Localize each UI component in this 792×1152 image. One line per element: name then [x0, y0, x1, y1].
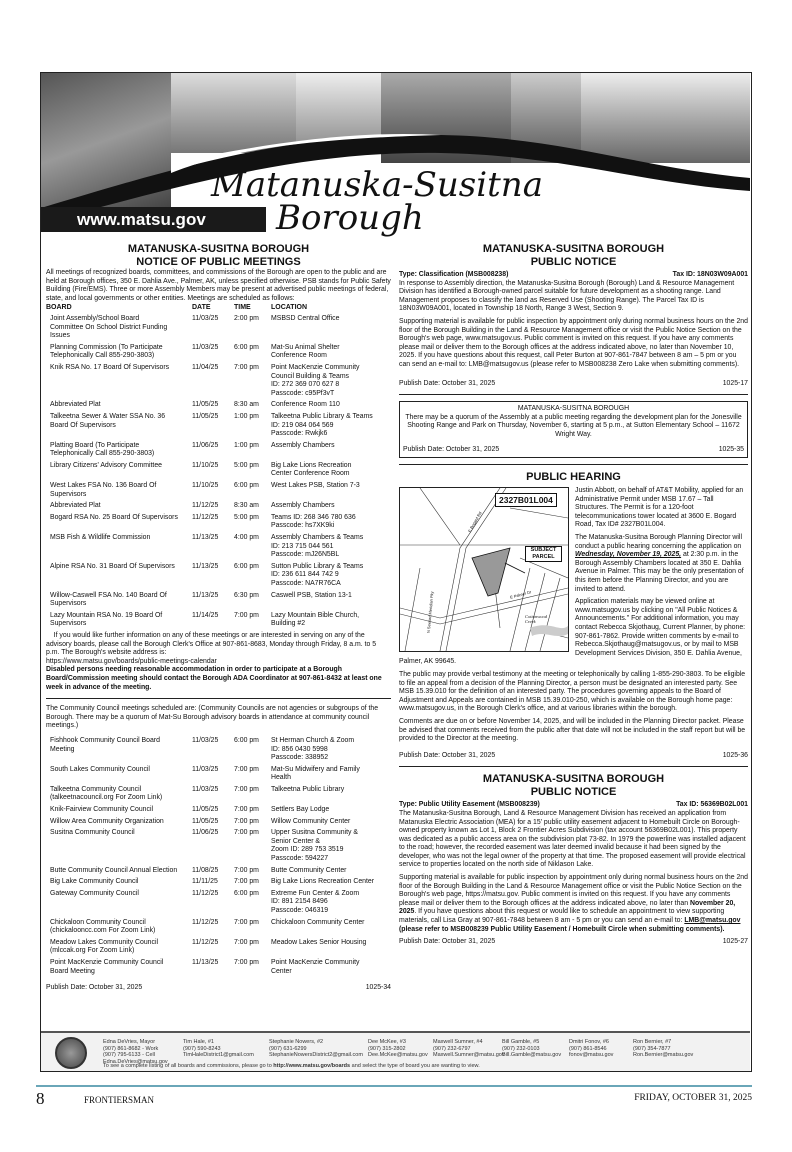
publish-date: Publish Date: October 31, 2025 [399, 379, 496, 387]
cell-location: Mat-Su Animal Shelter Conference Room [271, 343, 340, 360]
notice2-publish-line [399, 938, 748, 947]
contact-line: Ron Bernier, #7 [633, 1039, 672, 1045]
cell-board: Gateway Community Council [50, 889, 139, 897]
banner-title-line2: Borough [276, 198, 424, 238]
contact-line: Tim Hale, #1 [183, 1039, 214, 1045]
notice2-p2b: . If you have questions about this request or would like to schedule an appointment to view supporting materials, call Lisa Gray at 907-861-7848 between 8 am - 5 pm or you can send an e-mail to: [399, 908, 725, 925]
cell-location: Teams ID: 268 346 780 636 Passcode: hs7XK9ki [271, 513, 356, 530]
cell-time: 6:00 pm [234, 562, 259, 570]
contact-line: (907) 315-2802 [368, 1045, 406, 1052]
cell-date: 11/05/25 [192, 806, 219, 814]
cell-time: 6:00 pm [234, 889, 259, 897]
table-row [46, 534, 391, 560]
cell-board: Abbreviated Plat [50, 401, 101, 409]
header-location: LOCATION [271, 304, 308, 312]
meetings-calendar-link[interactable]: https://www.matsu.gov/boards/public-meetings-calendar [46, 657, 217, 665]
table-row [46, 592, 391, 609]
map-road-palmer: E Palmer Dr [509, 589, 532, 600]
table-row [46, 829, 391, 863]
cell-date: 11/03/25 [192, 343, 219, 351]
map-subject-parcel: SUBJECT PARCEL [525, 546, 562, 562]
cell-time: 7:00 pm [234, 806, 259, 814]
quorum-title: MATANUSKA-SUSITNA BOROUGH [517, 405, 630, 413]
cell-board: Knik RSA No. 17 Board Of Supervisors [50, 363, 170, 371]
cell-location: Conference Room 110 [271, 401, 340, 409]
cell-time: 7:00 pm [234, 829, 259, 837]
cell-board: Chickaloon Community Council (chickalooncc.com For Zoom Link) [50, 918, 156, 935]
notice2-p1: The Matanuska-Susitna Borough, Land & Resource Management Division has received an application from Matanuska Electric Association (MEA) for a 15' public utility easement adjacent to Homebuilt Circle on Borough-owned property known as Lot 1, Block 2 Frontier Acres Subdivision (tax account 56369B02L001). This property was dedicated as a public access area on the subdivision plat 73-82. In 1979 the powerline was installed adjacent to the road; however, the recorded easement was later deemed invalid because it had been signed by the developer, who was not the legal owner of the property at that time. The proposed easement will provide electrical service to properties located on the north side of Niklason Lake. [399, 809, 746, 869]
table-row [46, 919, 391, 936]
table-row [46, 514, 391, 531]
cell-time: 8:30 am [234, 401, 259, 409]
hearing-p4: The public may provide verbal testimony at the meeting or telephonically by calling 1-855-290-3803. To be eligible to file an appeal from a decision of the Planning Director, a person must be designated an interested party. See MSB 15.39.010 for the definition of an interested party. The procedures governing appeals to the Board of Adjustment and Appeals are contained in MSB 15.39.010-250, which is available on the Borough home page: www.matsugov.us, in the Borough Clerk's office, and at various libraries within the borough. [399, 670, 746, 713]
notice1-p2: Supporting material is available for public inspection by appointment only during normal business hours on the 2nd floor of the Borough Building in the Land & Resource Management office or visit the Public Notice Section on the Borough's web page, www.matsugov.us. Public comment is invited on this request. If you have any comments please mail or deliver them to the Borough offices at the address indicated above, no later than November 10, 2025. If you have questions about this request, call Peter Burton at 907-861-7847 between 8 am – 5 pm or you can send an e-mail to: LMB@matsugov.us (please refer to MSB008238 Zero Lake when submitting comments). [399, 317, 748, 368]
cell-date: 11/08/25 [192, 866, 219, 874]
contact-line: (907) 861-8546 [569, 1045, 607, 1052]
table-row [46, 737, 391, 763]
contact-block [368, 1039, 428, 1059]
contact-email[interactable]: Bill.Gamble@matsu.gov [502, 1052, 562, 1059]
cell-time: 7:00 pm [234, 765, 259, 773]
cell-location: Extreme Fun Center & Zoom ID: 891 2154 8496 Passcode: 046319 [271, 889, 360, 914]
cell-date: 11/11/25 [192, 878, 218, 886]
table-row [46, 612, 391, 629]
cell-board: Planning Commission (To Participate Telephonically Call 855-290-3803) [50, 343, 163, 360]
cell-location: Point MacKenzie Community Council Building & Teams ID: 272 369 070 627 8 Passcode: c95Pf3vT [271, 363, 360, 397]
notice-code: 1025-36 [722, 751, 748, 759]
divider [399, 464, 748, 465]
cell-board: Alpine RSA No. 31 Board Of Supervisors [50, 562, 175, 570]
cell-board: Talkeetna Sewer & Water SSA No. 36 Board Of Supervisors [50, 412, 166, 429]
table-row [46, 413, 391, 439]
cell-time: 2:00 pm [234, 314, 259, 322]
table-row [46, 482, 391, 499]
boards-note-text-end: and select the type of board you are wanting to view. [350, 1063, 480, 1069]
notice-page-frame [40, 72, 752, 1072]
table-row [46, 315, 391, 341]
cell-date: 11/13/25 [192, 562, 219, 570]
borough-seal-icon [55, 1037, 87, 1069]
cell-board: Joint Assembly/School Board Committee On School District Funding Issues [50, 314, 168, 340]
cell-date: 11/05/25 [192, 401, 219, 409]
header-board: BOARD [46, 304, 72, 312]
cell-time: 6:30 pm [234, 591, 259, 599]
cell-location: Big Lake Lions Recreation Center [271, 878, 375, 886]
cell-date: 11/12/25 [192, 502, 219, 510]
notice2-email-link[interactable]: LMB@matsu.gov [684, 917, 741, 925]
divider [46, 698, 391, 699]
hearing-publish-line [399, 752, 748, 761]
table-row [46, 959, 391, 976]
cell-date: 11/13/25 [192, 958, 219, 966]
header-time: TIME [234, 304, 251, 312]
meetings-title-1: MATANUSKA-SUSITNA BOROUGH [127, 243, 310, 255]
meetings-table [46, 315, 391, 629]
map-road-bogard: E Bogard Rd [466, 510, 483, 534]
cell-time: 6:00 pm [234, 482, 259, 490]
cell-location: Meadow Lakes Senior Housing [271, 938, 367, 946]
hearing-date: Wednesday, November 19, 2025, [575, 551, 682, 559]
parcel-map [399, 487, 569, 652]
divider [399, 766, 748, 767]
cell-location: Assembly Chambers [271, 441, 335, 449]
cell-time: 5:00 pm [234, 461, 259, 469]
contact-line: (907) 232-0103 [502, 1045, 540, 1052]
cell-date: 11/12/25 [192, 938, 219, 946]
notice-code: 1025-34 [365, 984, 391, 992]
cell-location: Talkeetna Public Library & Teams ID: 219 084 064 569 Passcode: Rwkjk6 [271, 412, 373, 438]
table-row [46, 442, 391, 459]
newspaper-name: FRONTIERSMAN [84, 1095, 155, 1105]
cell-location: Butte Community Center [271, 866, 347, 874]
boards-link[interactable]: http://www.matsu.gov/boards [273, 1063, 351, 1069]
cell-date: 11/03/25 [192, 736, 219, 744]
contact-line: Stephanie Nowers, #2 [269, 1039, 324, 1045]
meetings-table-header [46, 304, 391, 313]
cell-date: 11/04/25 [192, 363, 219, 371]
table-row [46, 462, 391, 479]
table-row [46, 563, 391, 589]
cell-date: 11/03/25 [192, 314, 219, 322]
community-table [46, 737, 391, 976]
contact-email[interactable]: StephanieNowersDistrict2@gmail.com [269, 1052, 363, 1059]
contact-email[interactable]: Maxwell.Sumner@matsu.gov [433, 1052, 505, 1059]
contact-line: Bill Gamble, #5 [502, 1039, 540, 1045]
notice2-title-1: MATANUSKA-SUSITNA BOROUGH [482, 773, 665, 786]
cell-time: 1:00 pm [234, 441, 259, 449]
contact-line: (907) 232-6797 [433, 1045, 471, 1052]
cell-date: 11/05/25 [192, 817, 219, 825]
contact-block [569, 1039, 613, 1059]
cell-location: Settlers Bay Lodge [271, 806, 330, 814]
cell-location: Assembly Chambers & Teams ID: 213 715 044 561 Passcode: mJ26N5BL [271, 534, 364, 559]
table-row [46, 766, 391, 783]
notice-code: 1025-35 [718, 445, 744, 453]
cell-time: 1:00 pm [234, 412, 259, 420]
cell-location: Mat-Su Midwifery and Family Health [271, 765, 360, 782]
cell-board: Lazy Mountain RSA No. 19 Board Of Supervisors [50, 611, 163, 628]
cell-date: 11/05/25 [192, 412, 219, 420]
cell-time: 7:00 pm [234, 817, 259, 825]
cell-date: 11/12/25 [192, 889, 219, 897]
table-row [46, 786, 391, 803]
notices-column [399, 243, 748, 947]
meetings-title-2: NOTICE OF PUBLIC MEETINGS [136, 256, 301, 268]
issue-date: FRIDAY, OCTOBER 31, 2025 [634, 1093, 752, 1103]
contact-email[interactable]: Ron.Bernier@matsu.gov [633, 1052, 694, 1059]
notice2-p2 [399, 874, 748, 934]
hearing-p2a: The Matanuska-Susitna Borough Planning Director will conduct a public hearing concerning the application on [575, 534, 742, 550]
publish-date: Publish Date: October 31, 2025 [403, 445, 500, 453]
cell-board: Butte Community Council Annual Election [50, 866, 178, 874]
cell-time: 7:00 pm [234, 611, 259, 619]
table-row [46, 806, 391, 815]
page-number: 8 [36, 1089, 45, 1108]
cell-location: Point MacKenzie Community Center [271, 958, 360, 975]
cell-board: Bogard RSA No. 25 Board Of Supervisors [50, 513, 178, 521]
banner-title-line1: Matanuska-Susitna [211, 165, 543, 205]
cell-location: Upper Susitna Community & Senior Center & Zoom ID: 289 753 3519 Passcode: 594227 [271, 829, 358, 863]
contact-email[interactable]: Dee.McKee@matsu.gov [368, 1052, 428, 1059]
cell-location: Caswell PSB, Station 13-1 [271, 591, 352, 599]
notice1-type-line [399, 271, 748, 280]
contact-line: (907) 861-8682 - Work [103, 1045, 159, 1052]
cell-board: Platting Board (To Participate Telephonically Call 855-290-3803) [50, 441, 155, 458]
cell-board: South Lakes Community Council [50, 765, 150, 773]
table-row [46, 344, 391, 361]
cell-board: Knik-Fairview Community Council [50, 806, 154, 814]
map-parcel-id: 2327B01L004 [495, 493, 557, 507]
publish-date: Publish Date: October 31, 2025 [46, 984, 143, 992]
hearing-p1: Justin Abbott, on behalf of AT&T Mobility, applied for an Administrative Permit under MSB 17.67 – Tall Structures. The Permit is for a 120-foot telecommunications tower located at 3600 E. Bogard Road, Tax ID# 2327B01L004. [575, 487, 744, 529]
cell-date: 11/10/25 [192, 461, 219, 469]
cell-date: 11/12/25 [192, 918, 219, 926]
ada-notice: Disabled persons needing reasonable accommodation in order to participate at a Borough Board/Commission meeting should contact the Borough ADA Coordinator at 907-861-8432 at least one week in advance of the meeting. [46, 666, 382, 691]
contact-line: Dee McKee, #3 [368, 1039, 406, 1045]
cell-board: Meadow Lakes Community Council (mlccak.org For Zoom Link) [50, 938, 158, 955]
table-row [46, 364, 391, 398]
cell-time: 7:00 pm [234, 958, 259, 966]
cell-board: MSB Fish & Wildlife Commission [50, 534, 151, 542]
cell-location: MSBSD Central Office [271, 314, 340, 322]
cell-date: 11/13/25 [192, 534, 219, 542]
cell-date: 11/10/25 [192, 482, 219, 490]
cell-board: Point MacKenzie Community Council Board Meeting [50, 958, 164, 975]
cell-time: 6:00 pm [234, 343, 259, 351]
hearing-p2b: at 2:30 p.m. in the Borough Assembly Chambers located at 350 E. Dahlia Avenue in Palmer. This may be the only presentation of this item before the Planning Director, and you are invited to attend. [575, 551, 744, 593]
table-row [46, 890, 391, 916]
meetings-column [46, 243, 391, 993]
cell-time: 8:30 am [234, 502, 259, 510]
meetings-info: If you would like further information on any of these meetings or are interested in serving on any of the advisory boards, please call the Borough Clerk's Office at 907-861-8683, Monday through Friday, 8 a.m. to 5 p.m. The Borough's website address is: [46, 631, 378, 657]
cell-time: 4:00 pm [234, 534, 259, 542]
notice-code: 1025-27 [722, 938, 748, 946]
divider [399, 394, 748, 395]
cell-location: St Herman Church & Zoom ID: 856 0430 5998 Passcode: 338952 [271, 736, 355, 762]
contact-email[interactable]: TimHaleDistrict1@gmail.com [183, 1052, 254, 1059]
notice-code: 1025-17 [722, 379, 748, 387]
table-row [46, 502, 391, 511]
table-row [46, 939, 391, 956]
community-intro: The Community Council meetings scheduled are: (Community Councils are not agencies or subgroups of the Borough. There may be a quorum of Mat-Su Borough advisory boards in attendance at community council meetings.) [46, 705, 379, 730]
cell-time: 7:00 pm [234, 878, 259, 886]
contact-block [502, 1039, 561, 1059]
notice1-title-1: MATANUSKA-SUSITNA BOROUGH [482, 243, 665, 255]
cell-location: Talkeetna Public Library [271, 785, 345, 793]
cell-date: 11/13/25 [192, 591, 219, 599]
hearing-p5: Comments are due on or before November 14, 2025, and will be included in the Planning Director packet. Please be advised that comments received from the public after that date will not be included in the staff report but will be provided to the Director at the meeting. [399, 717, 746, 743]
notice2-type: Type: Public Utility Easement (MSB008239) [399, 801, 540, 809]
notice2-deadline: November 20, 2025 [399, 899, 736, 916]
cell-time: 7:00 pm [234, 938, 259, 946]
cell-board: Fishhook Community Council Board Meeting [50, 736, 160, 753]
cell-time: 5:00 pm [234, 513, 259, 521]
cell-board: Abbreviated Plat [50, 502, 101, 510]
contact-block [103, 1039, 168, 1065]
notice1-p1: In response to Assembly direction, the Matanuska-Susitna Borough (Borough) Land & Resource Management Division has identified a Borough-owned parcel suitable for future development as a shooting range. Land Management proposes to classify the land as Reserved Use (Shooting Range). The Parcel Tax ID is 18N03W09A001, located in Township 18 North, Range 3 West, Section 9. [399, 279, 735, 313]
cell-date: 11/14/25 [192, 611, 219, 619]
borough-banner [41, 73, 750, 241]
cell-board: Library Citizens' Advisory Committee [50, 461, 162, 469]
notice1-title-2: PUBLIC NOTICE [530, 256, 617, 268]
contact-line: (907) 354-7877 [633, 1045, 671, 1052]
contact-block [269, 1039, 363, 1059]
cell-board: Willow Area Community Organization [50, 817, 164, 825]
cell-board: West Lakes FSA No. 136 Board Of Supervisors [50, 482, 157, 498]
cell-location: Sutton Public Library & Teams ID: 236 611 844 742 9 Passcode: NA7R76CA [271, 562, 364, 587]
cell-board: Talkeetna Community Council (talkeetnacouncil.org For Zoom Link) [50, 785, 163, 802]
contact-line: (907) 795-6133 - Cell [103, 1052, 155, 1059]
table-row [46, 867, 391, 876]
contact-line: Maxwell Sumner, #4 [433, 1039, 483, 1045]
page-footer [36, 1085, 752, 1108]
notice2-type-line [399, 801, 748, 810]
notice1-publish-line [399, 380, 748, 389]
hearing-p3: Application materials may be viewed online at www.matsugov.us by clicking on "All Public Notices & Announcements." For additional information, you may contact Rebecca Skjothaug, Current Planner, by phone: 907-861-7862. Provide written comments by e-mail to Rebecca.Skjothaug@matsugov.us, or by mail to MSB Development Services Division, 350 E. Dahlia Avenue, Palmer, AK 99645. [399, 598, 746, 666]
contact-block [183, 1039, 254, 1059]
publish-date: Publish Date: October 31, 2025 [399, 751, 496, 759]
cell-time: 7:00 pm [234, 363, 259, 371]
quorum-publish-line [403, 446, 744, 455]
notice2-p2a: Supporting material is available for public inspection by appointment only during normal business hours on the 2nd floor of the Borough Building in the Land & Resource Management office or visit the Public Notice Section on the Borough's web page, https://matsu.gov. Public comment is invited on this request. If you have any comments please mail or deliver them to the Borough offices at the address indicated above, no later than [399, 874, 748, 907]
cell-location: Assembly Chambers [271, 502, 335, 510]
notice1-taxid: Tax ID: 18N03W09A001 [672, 271, 748, 278]
cell-date: 11/12/25 [192, 513, 219, 521]
cell-board: Big Lake Community Council [50, 878, 139, 886]
boards-note [103, 1063, 480, 1070]
contact-line: Edna DeVries, Mayor [103, 1039, 156, 1045]
notice1-type: Type: Classification (MSB008238) [399, 271, 509, 278]
cell-time: 6:00 pm [234, 736, 259, 744]
cell-time: 7:00 pm [234, 918, 259, 926]
table-row [46, 818, 391, 827]
map-road-seward: N Seward Meridian Pky [425, 591, 435, 634]
publish-line [46, 984, 391, 993]
hearing-title: PUBLIC HEARING [526, 471, 621, 484]
notice2-p2c: (please refer to MSB008239 Public Utility Easement / Homebuilt Circle when submitting comments). [399, 925, 725, 933]
notice2-title-2: PUBLIC NOTICE [530, 786, 617, 799]
cell-location: Big Lake Lions Recreation Center Conference Room [271, 461, 352, 478]
contact-block [433, 1039, 505, 1059]
cell-location: Lazy Mountain Bible Church, Building #2 [271, 611, 360, 628]
contact-email[interactable]: fonov@matsu.gov [569, 1052, 614, 1059]
cell-location: Willow Community Center [271, 817, 351, 825]
cell-board: Susitna Community Council [50, 829, 135, 837]
header-date: DATE [192, 304, 211, 312]
publish-date: Publish Date: October 31, 2025 [399, 938, 496, 946]
assembly-contacts-footer [41, 1031, 750, 1071]
contact-email[interactable]: Edna.DeVries@matsu.gov [103, 1058, 168, 1065]
cell-time: 7:00 pm [234, 785, 259, 793]
cell-date: 11/03/25 [192, 785, 219, 793]
cell-date: 11/06/25 [192, 441, 219, 449]
quorum-text: There may be a quorum of the Assembly at a public meeting regarding the development plan for the Jonesville Shooting Range and Park on Thursday, November 6, starting at 5 p.m., at Sutton Elementary School – 11672 Wright Way. [405, 413, 742, 438]
cell-location: West Lakes PSB, Station 7-3 [271, 482, 360, 490]
cell-time: 7:00 pm [234, 866, 259, 874]
website-link[interactable]: www.matsu.gov [41, 207, 266, 232]
contact-line: (907) 590-8243 [183, 1045, 221, 1052]
cell-date: 11/06/25 [192, 829, 219, 837]
cell-board: Willow-Caswell FSA No. 140 Board Of Supervisors [50, 591, 167, 608]
cell-date: 11/03/25 [192, 765, 219, 773]
map-creek: Cottonwood Creek [525, 614, 548, 625]
boards-note-text: To see a complete listing of all boards and commissions, please go to [103, 1063, 274, 1069]
contact-block [633, 1039, 693, 1059]
contact-line: (907) 631-6299 [269, 1045, 307, 1052]
table-row [46, 401, 391, 410]
meetings-intro: All meetings of recognized boards, committees, and commissions of the Borough are open to the public and are held at Borough offices, 350 E. Dahlia Ave., Palmer, AK, unless specified otherwise. PSB stands for Public Safety Building (Fire/EMS). Three or more Assembly Members may be present at advertised public meetings of federal, state, and local governments or other entities. Meetings are scheduled as follows: [46, 269, 391, 302]
table-row [46, 878, 391, 887]
notice2-taxid: Tax ID: 56369B02L001 [676, 801, 748, 809]
cell-location: Chickaloon Community Center [271, 918, 365, 926]
quorum-notice [399, 401, 748, 458]
contact-line: Dmitri Fonov, #6 [569, 1039, 609, 1045]
